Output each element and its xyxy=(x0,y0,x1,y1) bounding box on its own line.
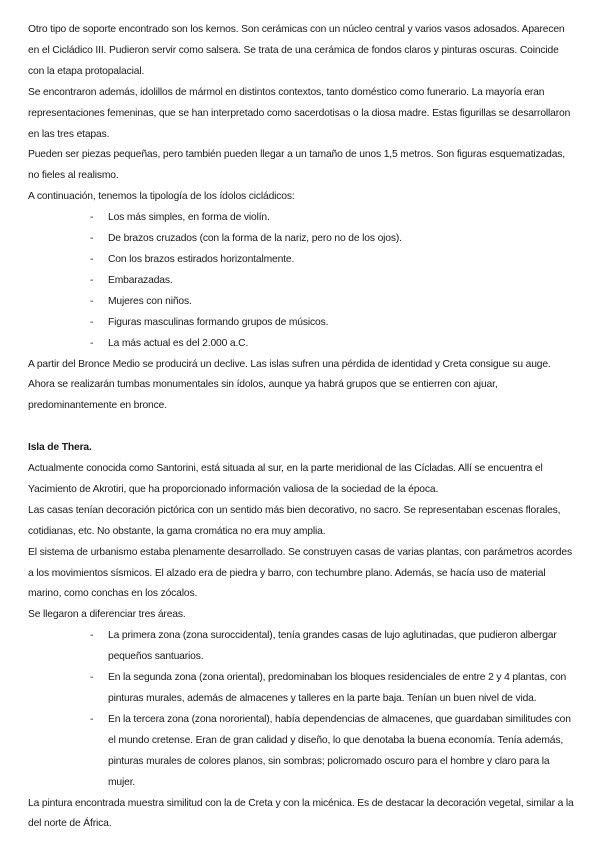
list-item: - La más actual es del 2.000 a.C. xyxy=(28,334,576,355)
paragraph-typology-intro: A continuación, tenemos la tipología de los ídolos cicládicos: xyxy=(28,191,295,203)
list-item: - Mujeres con niños. xyxy=(28,292,576,313)
section-heading-thera: Isla de Thera. xyxy=(28,442,92,454)
document-page xyxy=(28,20,576,835)
list-dash: - xyxy=(90,337,94,349)
paragraph-bronze-age: A partir del Bronce Medio se producirá un declive. Las islas sufren una pérdida de identidad y Creta consigue su auge. Ahora se realizarán tumbas monumentales sin ídolos, aunque ya habrá grupos que se entierren con ajuar, predominantemente en bronce. xyxy=(28,358,551,412)
list-dash: - xyxy=(90,713,94,725)
idol-typology-list xyxy=(28,208,576,354)
paragraph-urbanism: El sistema de urbanismo estaba plenamente desarrollado. Se construyen casas de varias plantas, con parámetros acordes a los movimientos sísmicos. El alzado era de piedra y barro, con techumbre plano. Además, se hacía uso de material marino, como conchas en los zócalos. xyxy=(28,546,572,600)
list-dash: - xyxy=(90,253,94,265)
list-item: - Los más simples, en forma de violín. xyxy=(28,208,576,229)
list-dash: - xyxy=(90,233,94,245)
list-dash: - xyxy=(90,212,94,224)
paragraph-houses: Las casas tenían decoración pictórica con un sentido más bien decorativo, no sacro. Se representaban escenas florales, cotidianas, etc. No obstante, la gama cromática no era muy amplia. xyxy=(28,504,561,537)
paragraph-closing: La pintura encontrada muestra similitud con la de Creta y con la micénica. Es de destacar la decoración vegetal, similar a la del norte de África. xyxy=(28,797,574,830)
paragraph-areas-intro: Se llegaron a diferenciar tres áreas. xyxy=(28,609,186,621)
list-item: - De brazos cruzados (con la forma de la nariz, pero no de los ojos). xyxy=(28,229,576,250)
list-item: - En la tercera zona (zona nororiental), había dependencias de almacenes, que guardaban similitudes con el mundo cretense. Eran de gran calidad y diseño, lo que denotaba la buena economía. Tenía además, pinturas murales de colores planos, sin sombras; policromado oscuro para el hombre y claro para la mujer. xyxy=(28,710,576,794)
list-item: - Embarazadas. xyxy=(28,271,576,292)
list-item: - En la segunda zona (zona oriental), predominaban los bloques residenciales de entre 2 y 4 plantas, con pinturas murales, además de almacenes y talleres en la parte baja. Tenían un buen nivel de vida. xyxy=(28,668,576,710)
list-dash: - xyxy=(90,295,94,307)
list-dash: - xyxy=(90,672,94,684)
zones-list xyxy=(28,626,576,793)
paragraph-santorini: Actualmente conocida como Santorini, está situada al sur, en la parte meridional de las Cícladas. Allí se encuentra el Yacimiento de Akrotiri, que ha proporcionado información valiosa de la sociedad de la época. xyxy=(28,463,543,495)
list-dash: - xyxy=(90,316,94,328)
list-item: - Figuras masculinas formando grupos de músicos. xyxy=(28,313,576,334)
paragraph-size: Pueden ser piezas pequeñas, pero también pueden llegar a un tamaño de unos 1,5 metros. Son figuras esquematizadas, no fieles al realismo. xyxy=(28,149,566,182)
paragraph-idolillos: Se encontraron además, idolillos de mármol en distintos contextos, tanto doméstico como funerario. La mayoría eran representaciones femeninas, que se han interpretado como sacerdotisas o la diosa madre. Estas figurillas se desarrollaron en las tres etapas. xyxy=(28,86,571,140)
list-item: - Con los brazos estirados horizontalmente. xyxy=(28,250,576,271)
list-item: - La primera zona (zona suroccidental), tenía grandes casas de lujo aglutinadas, que pudieron albergar pequeños santuarios. xyxy=(28,626,576,668)
section-spacer xyxy=(28,417,576,438)
paragraph-kernos: Otro tipo de soporte encontrado son los kernos. Son cerámicas con un núcleo central y varios vasos adosados. Aparecen en el Cicládico III. Pudieron servir como salsera. Se trata de una cerámica de fondos claros y pinturas oscuras. Coincide con la etapa protopalacial. xyxy=(28,24,565,77)
list-dash: - xyxy=(90,630,94,642)
list-dash: - xyxy=(90,274,94,286)
